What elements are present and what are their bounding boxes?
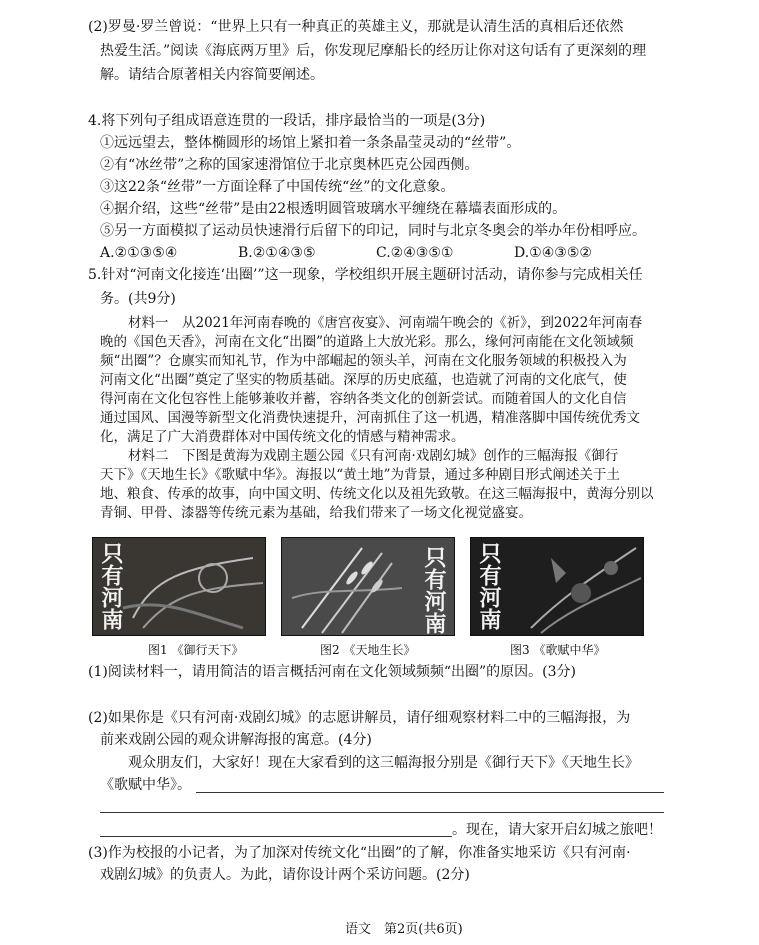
caption-3: 图3 《歌赋中华》 bbox=[510, 643, 606, 657]
question-4-stem: 4.将下列句子组成语意连贯的一段话，排序最恰当的一项是(3分) bbox=[88, 113, 486, 129]
sub-question-2-line2: 前来戏剧公园的观众讲解海报的寓意。(4分) bbox=[100, 732, 372, 748]
sub-question-1: (1)阅读材料一，请用简洁的语言概括河南在文化领域频频“出圈”的原因。(3分) bbox=[88, 664, 576, 680]
answer-line-1 bbox=[196, 792, 664, 793]
material-2-line4: 青铜、甲骨、漆器等传统元素为基础，给我们带来了一场文化视觉盛宴。 bbox=[100, 505, 532, 521]
material-1-line5: 得河南在文化包容性上能够兼收并蓄，容纳各类文化的创新尝试。而随着国人的文化自信 bbox=[100, 391, 627, 407]
option-d: D.①④③⑤② bbox=[514, 245, 592, 261]
sentence-3: ③这22条“丝带”一方面诠释了中国传统“丝”的文化意象。 bbox=[100, 179, 455, 195]
material-2-line1: 材料二 下图是黄海为戏剧主题公园《只有河南·戏剧幻城》创作的三幅海报《御行 bbox=[128, 448, 619, 464]
question-5-stem-line1: 5.针对“河南文化接连‘出圈’”这一现象，学校组织开展主题研讨活动，请你参与完成相关任 bbox=[88, 267, 643, 283]
speech-line-1: 观众朋友们，大家好！现在大家看到的这三幅海报分别是《御行天下》《天地生长》 bbox=[128, 755, 639, 771]
sentence-4: ④据介绍，这些“丝带”是由22根透明圆管玻璃水平缠绕在幕墙表面形成的。 bbox=[100, 201, 567, 217]
material-1-line4: 河南文化“出圈”奠定了坚实的物质基础。深厚的历史底蕴，也造就了河南的文化底气，使 bbox=[100, 372, 627, 388]
material-2-line3: 地、粮食、传承的故事，向中国文明、传统文化以及祖先致敬。在这三幅海报中，黄海分别以 bbox=[100, 486, 654, 502]
question-5-stem-line2: 务。(共9分) bbox=[100, 291, 176, 307]
material-1-line1: 材料一 从2021年河南春晚的《唐宫夜宴》、河南端午晚会的《祈》，到2022年河南春 bbox=[128, 315, 643, 331]
sub-question-3-line2: 戏剧幻城》的负责人。为此，请你设计两个采访问题。(2分) bbox=[100, 867, 470, 883]
speech-line-3: 。现在，请大家开启幻城之旅吧！ bbox=[452, 822, 662, 838]
poster-3-title: 只有河南 bbox=[476, 542, 501, 630]
answer-line-3 bbox=[100, 836, 452, 837]
sentence-1: ①远远望去，整体椭圆形的场馆上紧扣着一条条晶莹灵动的“丝带”。 bbox=[100, 135, 521, 151]
sentence-5: ⑤另一方面模拟了运动员快速滑行后留下的印记，同时与北京冬奥会的举办年份相呼应。 bbox=[100, 223, 646, 239]
caption-2: 图2 《天地生长》 bbox=[320, 643, 416, 657]
page-footer: 语文 第2页(共6页) bbox=[345, 922, 463, 937]
poster-1-title: 只有河南 bbox=[98, 542, 123, 630]
q3-sub2-line2: 热爱生活。”阅读《海底两万里》后，你发现尼摩船长的经历让你对这句话有了更深刻的理 bbox=[100, 43, 647, 59]
material-1-line2: 晚的《国色天香》，河南在文化“出圈”的道路上大放光彩。那么，缘何河南能在文化领域频 bbox=[100, 334, 634, 350]
material-1-line6: 通过国风、国漫等新型文化消费快速提升，河南抓住了这一机遇，精准落脚中国传统优秀文 bbox=[100, 410, 640, 426]
material-2-line2: 天下》《天地生长》《歌赋中华》。海报以“黄土地”为背景，通过多种剧目形式阐述关于土 bbox=[100, 467, 621, 483]
sub-question-3-line1: (3)作为校报的小记者，为了加深对传统文化“出圈”的了解，你准备实地采访《只有河南· bbox=[88, 845, 631, 861]
poster-1 bbox=[92, 537, 266, 636]
poster-2-title: 只有河南 bbox=[421, 546, 446, 634]
answer-line-2 bbox=[100, 812, 664, 813]
poster-2 bbox=[281, 537, 455, 636]
caption-1: 图1 《御行天下》 bbox=[148, 643, 244, 657]
q3-sub2-line1: (2)罗曼·罗兰曾说：“世界上只有一种真正的英雄主义，那就是认清生活的真相后还依然 bbox=[88, 19, 624, 35]
poster-3 bbox=[470, 537, 644, 636]
sentence-2: ②有“冰丝带”之称的国家速滑馆位于北京奥林匹克公园西侧。 bbox=[100, 157, 479, 173]
sub-question-2-line1: (2)如果你是《只有河南·戏剧幻城》的志愿讲解员，请仔细观察材料二中的三幅海报，为 bbox=[88, 710, 631, 726]
option-a: A.②①③⑤④ bbox=[100, 245, 178, 261]
q3-sub2-line3: 解。请结合原著相关内容简要阐述。 bbox=[100, 67, 324, 83]
material-1-line7: 化，满足了广大消费群体对中国传统文化的情感与精神需求。 bbox=[100, 429, 465, 445]
option-c: C.②④③⑤① bbox=[376, 245, 454, 261]
material-1-line3: 频“出圈”？仓廪实而知礼节，作为中部崛起的领头羊，河南在文化服务领域的积极投入为 bbox=[100, 353, 627, 369]
speech-line-2: 《歌赋中华》。 bbox=[100, 777, 191, 793]
option-b: B.②①④③⑤ bbox=[238, 245, 316, 261]
